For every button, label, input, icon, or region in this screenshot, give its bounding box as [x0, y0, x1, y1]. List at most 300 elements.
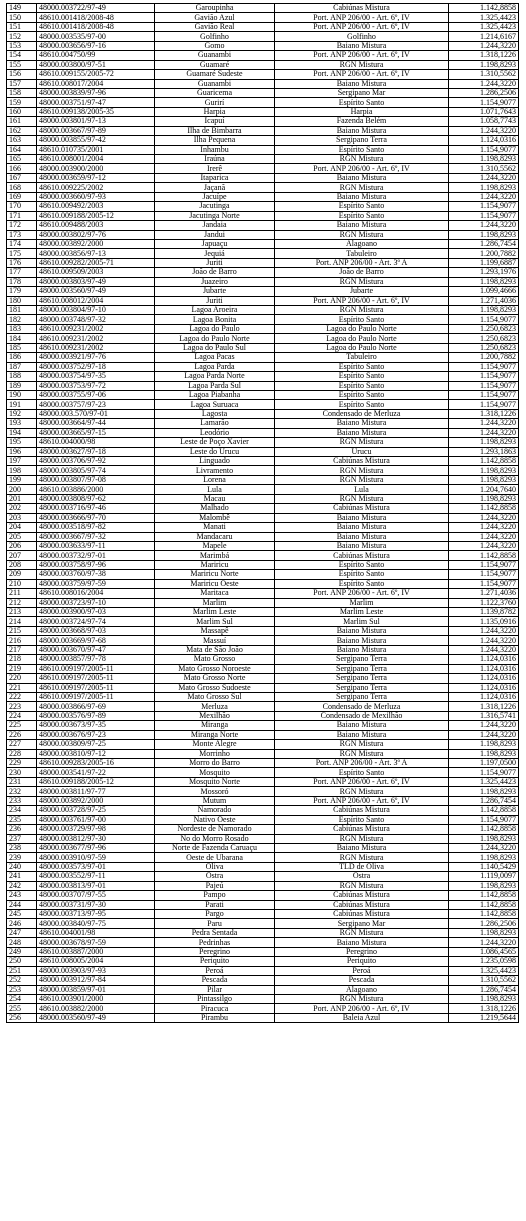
field-name-cell: Lagoa do Paulo [155, 324, 275, 333]
table-row [7, 947, 519, 956]
reference-oil-cell: Espírito Santo [275, 390, 449, 399]
process-number-cell: 48000.003753/97-72 [37, 381, 155, 390]
reference-oil-cell: Jubarte [275, 287, 449, 296]
reference-oil-cell: Port. ANP 206/00 - Art. 6º, IV [275, 296, 449, 305]
reference-price-cell: 1.124,0316 [449, 136, 519, 145]
process-number-cell: 48610.008016/2004 [37, 589, 155, 598]
reference-oil-cell: Peroá [275, 966, 449, 975]
reference-price-cell: 1.310,5562 [449, 70, 519, 79]
field-name-cell: Pirambu [155, 1013, 275, 1022]
row-number-cell: 189 [7, 381, 37, 390]
reference-price-cell: 1.244,3220 [449, 192, 519, 201]
reference-oil-cell: Espírito Santo [275, 381, 449, 390]
row-number-cell: 246 [7, 919, 37, 928]
table-row [7, 711, 519, 720]
reference-oil-cell: Harpia [275, 107, 449, 116]
reference-oil-cell: Baiano Mistura [275, 513, 449, 522]
field-name-cell: Nativo Oeste [155, 815, 275, 824]
row-number-cell: 255 [7, 1004, 37, 1013]
reference-oil-cell: Espírito Santo [275, 815, 449, 824]
reference-oil-cell: Espírito Santo [275, 560, 449, 569]
table-row [7, 494, 519, 503]
process-number-cell: 48610.003901/2000 [37, 994, 155, 1003]
process-number-cell: 48000.003759/97-59 [37, 579, 155, 588]
reference-price-cell: 1.154,9077 [449, 768, 519, 777]
reference-price-cell: 1.244,3220 [449, 79, 519, 88]
table-row [7, 560, 519, 569]
field-name-cell: Mosquito [155, 768, 275, 777]
field-name-cell: Livramento [155, 466, 275, 475]
process-number-cell: 48000.003760/97-38 [37, 570, 155, 579]
reference-price-cell: 1.154,9077 [449, 560, 519, 569]
field-name-cell: Pargo [155, 910, 275, 919]
reference-price-cell: 1.142,8858 [449, 825, 519, 834]
reference-oil-cell: Port. ANP 206/00 - Art. 6º, IV [275, 1004, 449, 1013]
process-number-cell: 48000.003.570/97-01 [37, 409, 155, 418]
reference-oil-cell: Sergipano Terra [275, 664, 449, 673]
table-row [7, 117, 519, 126]
process-number-cell: 48000.003910/97-59 [37, 853, 155, 862]
field-name-cell: Jandaia [155, 221, 275, 230]
row-number-cell: 205 [7, 532, 37, 541]
field-name-cell: Parati [155, 900, 275, 909]
process-number-cell: 48000.003667/97-32 [37, 532, 155, 541]
row-number-cell: 162 [7, 126, 37, 135]
reference-oil-cell: Lula [275, 485, 449, 494]
reference-oil-cell: João de Barro [275, 268, 449, 277]
table-row [7, 957, 519, 966]
reference-price-cell: 1.058,7743 [449, 117, 519, 126]
field-name-cell: Jubarte [155, 287, 275, 296]
row-number-cell: 220 [7, 674, 37, 683]
reference-oil-cell: Marlim [275, 598, 449, 607]
field-name-cell: Pampo [155, 891, 275, 900]
table-row [7, 825, 519, 834]
reference-price-cell: 1.154,9077 [449, 579, 519, 588]
reference-oil-cell: Espírito Santo [275, 400, 449, 409]
reference-oil-cell: Baiano Mistura [275, 645, 449, 654]
reference-price-cell: 1.250,6823 [449, 343, 519, 352]
process-number-cell: 48000.003731/97-30 [37, 900, 155, 909]
process-number-cell: 48000.003813/97-01 [37, 881, 155, 890]
table-row [7, 749, 519, 758]
table-row [7, 910, 519, 919]
reference-oil-cell: RGN Mistura [275, 881, 449, 890]
table-row [7, 230, 519, 239]
price-table-body [7, 4, 519, 1023]
field-name-cell: Lagoa Parda Sul [155, 381, 275, 390]
process-number-cell: 48000.003560/97-49 [37, 287, 155, 296]
row-number-cell: 247 [7, 928, 37, 937]
table-row [7, 551, 519, 560]
reference-oil-cell: Port. ANP 206/00 - Art. 6º, IV [275, 796, 449, 805]
field-name-cell: Lagoa Bonita [155, 315, 275, 324]
row-number-cell: 170 [7, 202, 37, 211]
field-name-cell: Linguado [155, 457, 275, 466]
table-row [7, 664, 519, 673]
row-number-cell: 188 [7, 372, 37, 381]
table-row [7, 994, 519, 1003]
process-number-cell: 48000.003921/97-76 [37, 353, 155, 362]
table-row [7, 504, 519, 513]
table-row [7, 806, 519, 815]
table-row [7, 862, 519, 871]
table-row [7, 1004, 519, 1013]
row-number-cell: 221 [7, 683, 37, 692]
field-name-cell: Juazeiro [155, 277, 275, 286]
process-number-cell: 48000.003811/97-77 [37, 787, 155, 796]
field-name-cell: Lula [155, 485, 275, 494]
reference-price-cell: 1.244,3220 [449, 513, 519, 522]
table-row [7, 4, 519, 13]
row-number-cell: 210 [7, 579, 37, 588]
reference-oil-cell: RGN Mistura [275, 749, 449, 758]
field-name-cell: Nordeste de Namorado [155, 825, 275, 834]
table-row [7, 787, 519, 796]
reference-oil-cell: Sergipano Terra [275, 655, 449, 664]
row-number-cell: 240 [7, 862, 37, 871]
field-name-cell: No do Morro Rosado [155, 834, 275, 843]
reference-oil-cell: Port. ANP 206/00 - Art. 6º, IV [275, 777, 449, 786]
table-row [7, 51, 519, 60]
reference-oil-cell: Lagoa do Paulo Norte [275, 343, 449, 352]
field-name-cell: Pajeú [155, 881, 275, 890]
row-number-cell: 181 [7, 306, 37, 315]
row-number-cell: 179 [7, 287, 37, 296]
reference-oil-cell: Sergipano Mar [275, 88, 449, 97]
reference-price-cell: 1.318,1226 [449, 51, 519, 60]
field-name-cell: Lagoa Parda [155, 362, 275, 371]
row-number-cell: 178 [7, 277, 37, 286]
reference-oil-cell: Baiano Mistura [275, 938, 449, 947]
row-number-cell: 241 [7, 872, 37, 881]
field-name-cell: Jacuípe [155, 192, 275, 201]
table-row [7, 523, 519, 532]
table-row [7, 881, 519, 890]
process-number-cell: 48610.009197/2005-11 [37, 683, 155, 692]
reference-oil-cell: Periquito [275, 957, 449, 966]
process-number-cell: 48000.003855/97-42 [37, 136, 155, 145]
field-name-cell: Miranga Norte [155, 730, 275, 739]
reference-price-cell: 1.154,9077 [449, 145, 519, 154]
reference-price-cell: 1.142,8858 [449, 4, 519, 13]
reference-price-cell: 1.142,8858 [449, 891, 519, 900]
process-number-cell: 48610.004750/99 [37, 51, 155, 60]
reference-price-cell: 1.244,3220 [449, 532, 519, 541]
row-number-cell: 160 [7, 107, 37, 116]
reference-price-cell: 1.139,8782 [449, 608, 519, 617]
process-number-cell: 48000.003716/97-46 [37, 504, 155, 513]
reference-price-cell: 1.286,7454 [449, 796, 519, 805]
reference-price-cell: 1.250,6823 [449, 334, 519, 343]
reference-oil-cell: Sergipano Mar [275, 919, 449, 928]
row-number-cell: 256 [7, 1013, 37, 1022]
row-number-cell: 223 [7, 702, 37, 711]
field-name-cell: Ilha Pequena [155, 136, 275, 145]
reference-price-cell: 1.140,5429 [449, 862, 519, 871]
field-name-cell: Pedrinhas [155, 938, 275, 947]
field-name-cell: João de Barro [155, 268, 275, 277]
row-number-cell: 206 [7, 541, 37, 550]
process-number-cell: 48610.009492/2003 [37, 202, 155, 211]
row-number-cell: 211 [7, 589, 37, 598]
field-name-cell: Gomo [155, 41, 275, 50]
row-number-cell: 177 [7, 268, 37, 277]
field-name-cell: Iraúna [155, 155, 275, 164]
table-row [7, 88, 519, 97]
reference-price-cell: 1.244,3220 [449, 428, 519, 437]
row-number-cell: 184 [7, 334, 37, 343]
row-number-cell: 180 [7, 296, 37, 305]
row-number-cell: 154 [7, 51, 37, 60]
row-number-cell: 228 [7, 749, 37, 758]
table-row [7, 334, 519, 343]
reference-price-cell: 1.198,8293 [449, 994, 519, 1003]
reference-oil-cell: Baiano Mistura [275, 79, 449, 88]
table-row [7, 853, 519, 862]
table-row [7, 721, 519, 730]
process-number-cell: 48610.009188/2005-12 [37, 777, 155, 786]
reference-oil-cell: RGN Mistura [275, 787, 449, 796]
row-number-cell: 235 [7, 815, 37, 824]
row-number-cell: 155 [7, 60, 37, 69]
reference-price-cell: 1.135,0916 [449, 617, 519, 626]
row-number-cell: 244 [7, 900, 37, 909]
reference-oil-cell: Espírito Santo [275, 362, 449, 371]
process-number-cell: 48610.003886/2000 [37, 485, 155, 494]
reference-oil-cell: RGN Mistura [275, 928, 449, 937]
reference-price-cell: 1.198,8293 [449, 306, 519, 315]
reference-oil-cell: Port. ANP 206/00 - Art. 3º A [275, 759, 449, 768]
row-number-cell: 199 [7, 475, 37, 484]
field-name-cell: Lorena [155, 475, 275, 484]
field-name-cell: Icapuí [155, 117, 275, 126]
reference-price-cell: 1.325,4423 [449, 13, 519, 22]
table-row [7, 768, 519, 777]
row-number-cell: 156 [7, 70, 37, 79]
table-row [7, 570, 519, 579]
process-number-cell: 48000.003678/97-59 [37, 938, 155, 947]
field-name-cell: Golfinho [155, 32, 275, 41]
process-number-cell: 48000.003859/97-01 [37, 985, 155, 994]
reference-oil-cell: Baiano Mistura [275, 419, 449, 428]
row-number-cell: 172 [7, 221, 37, 230]
table-row [7, 13, 519, 22]
field-name-cell: Guanambi [155, 51, 275, 60]
table-row [7, 985, 519, 994]
table-row [7, 598, 519, 607]
process-number-cell: 48000.003800/97-51 [37, 60, 155, 69]
row-number-cell: 231 [7, 777, 37, 786]
reference-oil-cell: Baiano Mistura [275, 532, 449, 541]
process-number-cell: 48000.003541/97-22 [37, 768, 155, 777]
reference-price-cell: 1.198,8293 [449, 740, 519, 749]
row-number-cell: 212 [7, 598, 37, 607]
table-row [7, 674, 519, 683]
reference-oil-cell: Espírito Santo [275, 211, 449, 220]
reference-oil-cell: Baiano Mistura [275, 173, 449, 182]
field-name-cell: Mexilhão [155, 711, 275, 720]
reference-price-cell: 1.325,4423 [449, 22, 519, 31]
field-name-cell: Ostra [155, 872, 275, 881]
table-row [7, 655, 519, 664]
table-row [7, 692, 519, 701]
process-number-cell: 48000.003633/97-11 [37, 541, 155, 550]
row-number-cell: 249 [7, 947, 37, 956]
field-name-cell: Peroá [155, 966, 275, 975]
table-row [7, 636, 519, 645]
reference-price-cell: 1.198,8293 [449, 749, 519, 758]
reference-price-cell: 1.124,0316 [449, 692, 519, 701]
table-row [7, 608, 519, 617]
process-number-cell: 48000.003670/97-47 [37, 645, 155, 654]
reference-oil-cell: Peregrino [275, 947, 449, 956]
table-row [7, 136, 519, 145]
process-number-cell: 48000.003761/97-00 [37, 815, 155, 824]
reference-oil-cell: Cabiúnas Mistura [275, 891, 449, 900]
reference-price-cell: 1.154,9077 [449, 390, 519, 399]
field-name-cell: Leste de Poço Xavier [155, 438, 275, 447]
process-number-cell: 48610.009197/2005-11 [37, 692, 155, 701]
row-number-cell: 194 [7, 428, 37, 437]
reference-price-cell: 1.325,4423 [449, 777, 519, 786]
field-name-cell: Miranga [155, 721, 275, 730]
process-number-cell: 48000.003722/97-49 [37, 4, 155, 13]
reference-price-cell: 1.244,3220 [449, 645, 519, 654]
process-number-cell: 48610.009231/2002 [37, 343, 155, 352]
process-number-cell: 48000.003713/97-95 [37, 910, 155, 919]
field-name-cell: Guamaré [155, 60, 275, 69]
field-name-cell: Lagosta [155, 409, 275, 418]
reference-price-cell: 1.200,7882 [449, 249, 519, 258]
reference-price-cell: 1.244,3220 [449, 41, 519, 50]
table-row [7, 202, 519, 211]
process-number-cell: 48610.003887/2000 [37, 947, 155, 956]
field-name-cell: Ilha de Bimbarra [155, 126, 275, 135]
field-name-cell: Guaricema [155, 88, 275, 97]
process-number-cell: 48000.003552/97-11 [37, 872, 155, 881]
table-row [7, 249, 519, 258]
row-number-cell: 152 [7, 32, 37, 41]
table-row [7, 730, 519, 739]
table-row [7, 126, 519, 135]
field-name-cell: Pedra Sentada [155, 928, 275, 937]
reference-price-cell: 1.318,1226 [449, 1004, 519, 1013]
field-name-cell: Lagoa Aroeira [155, 306, 275, 315]
field-name-cell: Itaparica [155, 173, 275, 182]
field-name-cell: Oliva [155, 862, 275, 871]
field-name-cell: Marlim Sul [155, 617, 275, 626]
process-number-cell: 48000.003752/97-18 [37, 362, 155, 371]
table-row [7, 183, 519, 192]
table-row [7, 466, 519, 475]
process-number-cell: 48000.003892/2000 [37, 796, 155, 805]
field-name-cell: Garoupinha [155, 4, 275, 13]
table-row [7, 315, 519, 324]
table-row [7, 419, 519, 428]
reference-oil-cell: TLD de Oliva [275, 862, 449, 871]
table-row [7, 976, 519, 985]
reference-price-cell: 1.293,1976 [449, 268, 519, 277]
reference-oil-cell: Port. ANP 206/00 - Art. 6º, IV [275, 164, 449, 173]
reference-oil-cell: Baiano Mistura [275, 126, 449, 135]
process-number-cell: 48000.003729/97-98 [37, 825, 155, 834]
process-number-cell: 48610.004001/98 [37, 928, 155, 937]
reference-price-cell: 1.325,4423 [449, 966, 519, 975]
reference-oil-cell: Cabiúnas Mistura [275, 825, 449, 834]
table-row [7, 22, 519, 31]
row-number-cell: 238 [7, 843, 37, 852]
row-number-cell: 250 [7, 957, 37, 966]
field-name-cell: Lamarão [155, 419, 275, 428]
field-name-cell: Leste do Urucu [155, 447, 275, 456]
row-number-cell: 230 [7, 768, 37, 777]
reference-price-cell: 1.119,0097 [449, 872, 519, 881]
reference-price-cell: 1.099,4666 [449, 287, 519, 296]
reference-price-cell: 1.198,8293 [449, 881, 519, 890]
reference-oil-cell: Cabiúnas Mistura [275, 4, 449, 13]
table-row [7, 428, 519, 437]
row-number-cell: 168 [7, 183, 37, 192]
process-number-cell: 48000.003900/2000 [37, 164, 155, 173]
process-number-cell: 48000.003840/97-75 [37, 919, 155, 928]
process-number-cell: 48000.003807/97-08 [37, 475, 155, 484]
process-number-cell: 48000.003810/97-12 [37, 749, 155, 758]
reference-price-cell: 1.142,8858 [449, 806, 519, 815]
process-number-cell: 48000.003812/97-30 [37, 834, 155, 843]
reference-oil-cell: Marlim Leste [275, 608, 449, 617]
row-number-cell: 248 [7, 938, 37, 947]
row-number-cell: 219 [7, 664, 37, 673]
table-row [7, 211, 519, 220]
row-number-cell: 203 [7, 513, 37, 522]
reference-oil-cell: Cabiúnas Mistura [275, 910, 449, 919]
row-number-cell: 185 [7, 343, 37, 352]
reference-oil-cell: RGN Mistura [275, 183, 449, 192]
field-name-cell: Mapele [155, 541, 275, 550]
process-number-cell: 48000.003728/97-25 [37, 806, 155, 815]
process-number-cell: 48610.008005/2004 [37, 957, 155, 966]
row-number-cell: 174 [7, 239, 37, 248]
table-row [7, 702, 519, 711]
reference-oil-cell: Baiano Mistura [275, 843, 449, 852]
reference-price-cell: 1.124,0316 [449, 674, 519, 683]
table-row [7, 79, 519, 88]
field-name-cell: Monte Alegre [155, 740, 275, 749]
reference-price-cell: 1.198,8293 [449, 494, 519, 503]
table-row [7, 872, 519, 881]
field-name-cell: Massuí [155, 636, 275, 645]
field-name-cell: Japuaçu [155, 239, 275, 248]
reference-oil-cell: Ostra [275, 872, 449, 881]
reference-oil-cell: Espírito Santo [275, 315, 449, 324]
field-name-cell: Mato Grosso [155, 655, 275, 664]
reference-price-cell: 1.154,9077 [449, 381, 519, 390]
row-number-cell: 234 [7, 806, 37, 815]
reference-oil-cell: Espírito Santo [275, 579, 449, 588]
table-row [7, 362, 519, 371]
reference-price-cell: 1.154,9077 [449, 98, 519, 107]
table-row [7, 390, 519, 399]
process-number-cell: 48000.003857/97-78 [37, 655, 155, 664]
process-number-cell: 48610.001418/2008-48 [37, 22, 155, 31]
table-row [7, 900, 519, 909]
reference-oil-cell: Fazenda Belém [275, 117, 449, 126]
field-name-cell: Lagoa Pacas [155, 353, 275, 362]
reference-price-cell: 1.198,8293 [449, 277, 519, 286]
reference-oil-cell: Espírito Santo [275, 372, 449, 381]
process-number-cell: 48000.003755/97-06 [37, 390, 155, 399]
